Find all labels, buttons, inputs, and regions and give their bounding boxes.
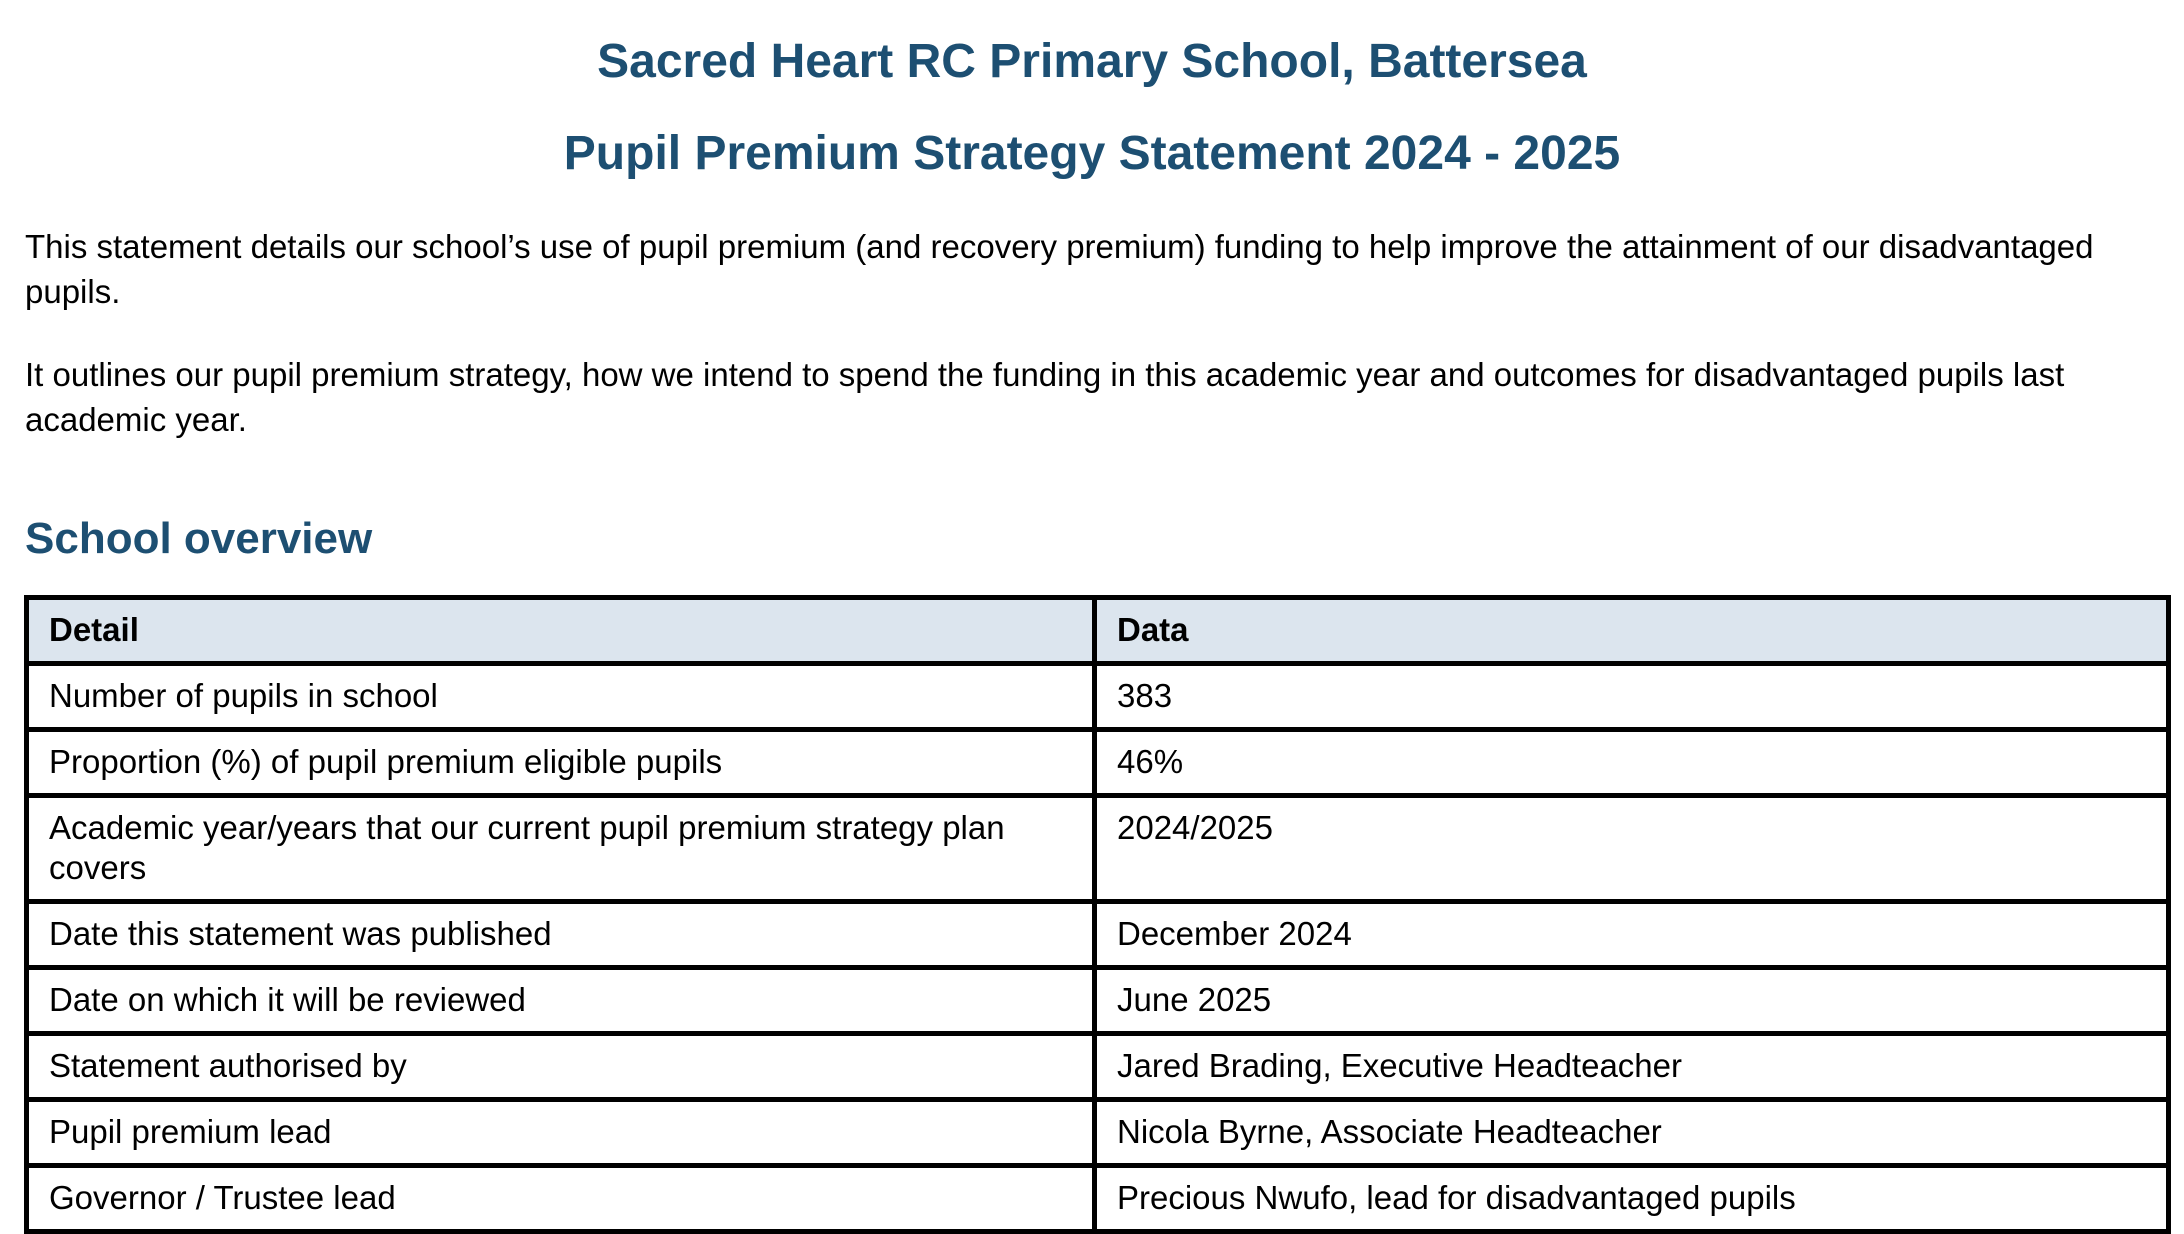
data-cell: Nicola Byrne, Associate Headteacher xyxy=(1095,1100,2169,1166)
column-header-data: Data xyxy=(1095,598,2169,664)
table-row xyxy=(27,1166,2169,1232)
detail-cell: Date this statement was published xyxy=(27,902,1095,968)
data-cell: 46% xyxy=(1095,730,2169,796)
detail-cell: Number of pupils in school xyxy=(27,664,1095,730)
data-cell: Precious Nwufo, lead for disadvantaged pupils xyxy=(1095,1166,2169,1232)
detail-cell: Proportion (%) of pupil premium eligible pupils xyxy=(27,730,1095,796)
table-row xyxy=(27,902,2169,968)
data-cell: June 2025 xyxy=(1095,968,2169,1034)
table-row xyxy=(27,1100,2169,1166)
intro-paragraph-2: It outlines our pupil premium strategy, how we intend to spend the funding in this academic year and outcomes for disadvantaged pupils last academic year. xyxy=(25,356,2065,438)
school-name-title: Sacred Heart RC Primary School, Battersea xyxy=(597,35,1587,88)
table-row xyxy=(27,1034,2169,1100)
data-cell: 383 xyxy=(1095,664,2169,730)
table-row xyxy=(27,968,2169,1034)
school-overview-heading: School overview xyxy=(25,514,373,563)
intro-paragraph-1: This statement details our school’s use of pupil premium (and recovery premium) funding to help improve the attainment of our disadvantaged pupils. xyxy=(25,228,2094,310)
detail-cell: Academic year/years that our current pupil premium strategy plan covers xyxy=(27,796,1095,902)
detail-cell: Statement authorised by xyxy=(27,1034,1095,1100)
table-row xyxy=(27,664,2169,730)
detail-cell: Date on which it will be reviewed xyxy=(27,968,1095,1034)
data-cell: Jared Brading, Executive Headteacher xyxy=(1095,1034,2169,1100)
data-cell: 2024/2025 xyxy=(1095,796,2169,902)
column-header-detail: Detail xyxy=(27,598,1095,664)
school-overview-table xyxy=(24,595,2171,1234)
detail-cell: Pupil premium lead xyxy=(27,1100,1095,1166)
table-row xyxy=(27,796,2169,902)
table-row xyxy=(27,730,2169,796)
detail-cell: Governor / Trustee lead xyxy=(27,1166,1095,1232)
data-cell: December 2024 xyxy=(1095,902,2169,968)
statement-title: Pupil Premium Strategy Statement 2024 - 2025 xyxy=(563,127,1621,180)
table-header-row xyxy=(27,598,2169,664)
